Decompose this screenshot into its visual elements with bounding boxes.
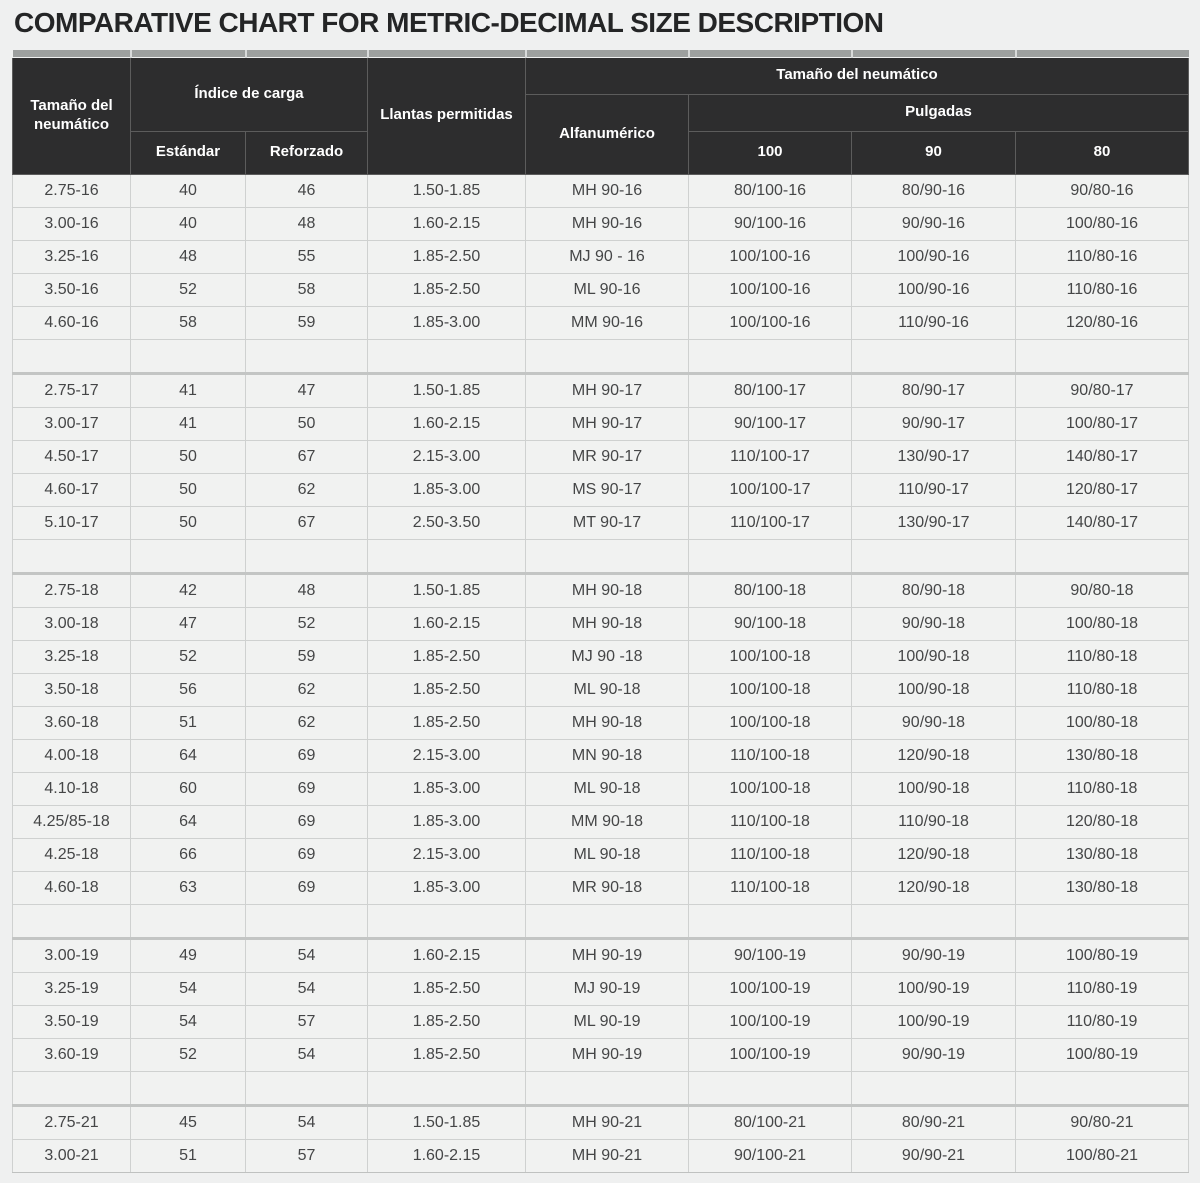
table-cell: 110/100-18 <box>689 871 852 904</box>
table-cell: 3.25-19 <box>13 972 131 1005</box>
table-cell: 90/100-17 <box>689 407 852 440</box>
table-cell: 41 <box>131 407 246 440</box>
table-cell: 2.15-3.00 <box>368 838 526 871</box>
table-cell: 1.50-1.85 <box>368 373 526 407</box>
table-cell: 140/80-17 <box>1016 440 1189 473</box>
top-strip-segment <box>13 50 131 58</box>
table-cell: 100/100-18 <box>689 673 852 706</box>
table-cell: 57 <box>246 1139 368 1172</box>
table-cell: 60 <box>131 772 246 805</box>
table-cell: 90/100-19 <box>689 938 852 972</box>
table-cell: MH 90-16 <box>526 207 689 240</box>
table-row <box>13 473 1189 506</box>
table-cell: 41 <box>131 373 246 407</box>
table-cell: 100/80-19 <box>1016 1038 1189 1071</box>
table-cell: 59 <box>246 640 368 673</box>
table-cell: 1.85-3.00 <box>368 805 526 838</box>
table-cell: MR 90-18 <box>526 871 689 904</box>
header-tire-size: Tamaño del neumático <box>13 57 131 174</box>
table-cell: 50 <box>131 506 246 539</box>
table-cell: 3.25-16 <box>13 240 131 273</box>
page-title: COMPARATIVE CHART FOR METRIC-DECIMAL SIZE DESCRIPTION <box>14 7 884 38</box>
table-cell: 56 <box>131 673 246 706</box>
table-cell: 120/80-17 <box>1016 473 1189 506</box>
table-cell: 1.50-1.85 <box>368 573 526 607</box>
table-cell: 51 <box>131 1139 246 1172</box>
table-cell: 110/80-16 <box>1016 240 1189 273</box>
table-cell: 3.50-16 <box>13 273 131 306</box>
table-cell: 110/100-17 <box>689 440 852 473</box>
table-cell: 54 <box>246 938 368 972</box>
table-cell: 50 <box>131 440 246 473</box>
table-cell: 45 <box>131 1105 246 1139</box>
table-cell: 1.85-2.50 <box>368 273 526 306</box>
table-cell: 120/90-18 <box>852 871 1016 904</box>
table-cell: 100/100-19 <box>689 1005 852 1038</box>
top-strip-segment <box>246 50 368 58</box>
spacer-cell <box>526 1071 689 1105</box>
table-cell: 3.00-18 <box>13 607 131 640</box>
table-cell: 100/100-18 <box>689 772 852 805</box>
table-cell: 3.50-19 <box>13 1005 131 1038</box>
table-cell: 46 <box>246 174 368 207</box>
table-row <box>13 772 1189 805</box>
table-cell: 54 <box>246 972 368 1005</box>
table-cell: 1.60-2.15 <box>368 207 526 240</box>
table-cell: 4.60-18 <box>13 871 131 904</box>
table-row <box>13 240 1189 273</box>
table-cell: 62 <box>246 706 368 739</box>
table-cell: 90/100-21 <box>689 1139 852 1172</box>
table-cell: 80/90-17 <box>852 373 1016 407</box>
comparison-table <box>12 50 1189 1173</box>
table-cell: 4.00-18 <box>13 739 131 772</box>
spacer-cell <box>13 904 131 938</box>
table-header <box>13 50 1189 175</box>
spacer-cell <box>852 339 1016 373</box>
table-cell: 90/90-17 <box>852 407 1016 440</box>
table-cell: 4.10-18 <box>13 772 131 805</box>
table-cell: 52 <box>246 607 368 640</box>
table-row <box>13 174 1189 207</box>
table-cell: 3.25-18 <box>13 640 131 673</box>
table-cell: MH 90-17 <box>526 373 689 407</box>
table-cell: 66 <box>131 838 246 871</box>
spacer-cell <box>368 539 526 573</box>
table-cell: 1.85-2.50 <box>368 972 526 1005</box>
table-cell: 100/100-18 <box>689 640 852 673</box>
top-strip <box>13 50 1189 58</box>
table-cell: 90/90-19 <box>852 1038 1016 1071</box>
table-cell: 110/100-18 <box>689 739 852 772</box>
table-cell: 40 <box>131 174 246 207</box>
table-row <box>13 573 1189 607</box>
spacer-cell <box>852 539 1016 573</box>
table-cell: MH 90-18 <box>526 706 689 739</box>
table-cell: MH 90-16 <box>526 174 689 207</box>
header-alphanumeric: Alfanumérico <box>526 94 689 174</box>
table-row <box>13 407 1189 440</box>
table-cell: ML 90-16 <box>526 273 689 306</box>
table-cell: MH 90-19 <box>526 1038 689 1071</box>
table-cell: 64 <box>131 805 246 838</box>
table-cell: 110/80-16 <box>1016 273 1189 306</box>
table-cell: 3.50-18 <box>13 673 131 706</box>
table-cell: MH 90-18 <box>526 607 689 640</box>
spacer-cell <box>1016 1071 1189 1105</box>
table-cell: 52 <box>131 1038 246 1071</box>
table-cell: 80/90-18 <box>852 573 1016 607</box>
spacer-cell <box>246 1071 368 1105</box>
table-cell: 2.75-16 <box>13 174 131 207</box>
table-cell: 1.85-2.50 <box>368 240 526 273</box>
table-cell: 3.00-19 <box>13 938 131 972</box>
table-cell: 90/100-18 <box>689 607 852 640</box>
table-cell: 51 <box>131 706 246 739</box>
table-cell: 110/80-19 <box>1016 972 1189 1005</box>
spacer-cell <box>13 1071 131 1105</box>
table-cell: MH 90-21 <box>526 1105 689 1139</box>
table-cell: 100/80-18 <box>1016 706 1189 739</box>
header-tire-size-group: Tamaño del neumático <box>526 57 1189 94</box>
table-cell: 110/100-17 <box>689 506 852 539</box>
table-cell: 4.25/85-18 <box>13 805 131 838</box>
table-cell: 5.10-17 <box>13 506 131 539</box>
table-cell: 90/90-18 <box>852 706 1016 739</box>
table-row <box>13 640 1189 673</box>
table-cell: 1.85-3.00 <box>368 772 526 805</box>
spacer-cell <box>368 1071 526 1105</box>
table-cell: 4.25-18 <box>13 838 131 871</box>
table-cell: 3.00-17 <box>13 407 131 440</box>
table-cell: MR 90-17 <box>526 440 689 473</box>
spacer-cell <box>131 1071 246 1105</box>
table-cell: 69 <box>246 871 368 904</box>
table-cell: 69 <box>246 838 368 871</box>
table-cell: 4.60-16 <box>13 306 131 339</box>
table-cell: 100/100-17 <box>689 473 852 506</box>
table-row <box>13 805 1189 838</box>
table-cell: 1.60-2.15 <box>368 938 526 972</box>
table-cell: MH 90-17 <box>526 407 689 440</box>
table-cell: 100/80-17 <box>1016 407 1189 440</box>
table-cell: 2.15-3.00 <box>368 440 526 473</box>
table-cell: 130/80-18 <box>1016 739 1189 772</box>
spacer-cell <box>526 904 689 938</box>
table-cell: 59 <box>246 306 368 339</box>
table-cell: 63 <box>131 871 246 904</box>
table-cell: 90/90-21 <box>852 1139 1016 1172</box>
table-cell: ML 90-19 <box>526 1005 689 1038</box>
table-cell: 100/80-21 <box>1016 1139 1189 1172</box>
table-cell: 48 <box>246 573 368 607</box>
table-cell: MJ 90 - 16 <box>526 240 689 273</box>
table-cell: 80/100-17 <box>689 373 852 407</box>
table-cell: 2.75-17 <box>13 373 131 407</box>
header-inches: Pulgadas <box>689 94 1189 131</box>
spacer-cell <box>1016 904 1189 938</box>
table-cell: 40 <box>131 207 246 240</box>
table-cell: 140/80-17 <box>1016 506 1189 539</box>
spacer-cell <box>13 339 131 373</box>
header-reinforced: Reforzado <box>246 131 368 174</box>
table-row <box>13 373 1189 407</box>
spacer-cell <box>1016 539 1189 573</box>
table-cell: ML 90-18 <box>526 673 689 706</box>
table-row <box>13 607 1189 640</box>
table-cell: 100/80-16 <box>1016 207 1189 240</box>
table-cell: MT 90-17 <box>526 506 689 539</box>
table-cell: 1.60-2.15 <box>368 407 526 440</box>
table-cell: 1.60-2.15 <box>368 607 526 640</box>
table-cell: 1.85-3.00 <box>368 871 526 904</box>
table-cell: 100/90-18 <box>852 640 1016 673</box>
table-cell: 110/100-18 <box>689 838 852 871</box>
table-cell: 2.75-21 <box>13 1105 131 1139</box>
table-row <box>13 938 1189 972</box>
spacer-cell <box>131 904 246 938</box>
header-row-1 <box>13 57 1189 94</box>
table-cell: MN 90-18 <box>526 739 689 772</box>
table-row <box>13 440 1189 473</box>
table-cell: MS 90-17 <box>526 473 689 506</box>
spacer-cell <box>1016 339 1189 373</box>
table-cell: 50 <box>131 473 246 506</box>
table-cell: 120/80-18 <box>1016 805 1189 838</box>
table-cell: 1.85-3.00 <box>368 306 526 339</box>
table-cell: 100/100-18 <box>689 706 852 739</box>
top-strip-segment <box>1016 50 1189 58</box>
table-cell: 110/100-18 <box>689 805 852 838</box>
header-standard: Estándar <box>131 131 246 174</box>
table-cell: 3.60-19 <box>13 1038 131 1071</box>
top-strip-segment <box>526 50 689 58</box>
table-cell: 52 <box>131 640 246 673</box>
spacer-cell <box>246 339 368 373</box>
spacer-row <box>13 339 1189 373</box>
table-cell: 4.60-17 <box>13 473 131 506</box>
header-permitted-rims: Llantas permitidas <box>368 57 526 174</box>
table-row <box>13 739 1189 772</box>
table-cell: 120/80-16 <box>1016 306 1189 339</box>
table-cell: 2.50-3.50 <box>368 506 526 539</box>
spacer-cell <box>246 904 368 938</box>
table-cell: 100/90-16 <box>852 273 1016 306</box>
table-cell: 80/90-21 <box>852 1105 1016 1139</box>
table-cell: 110/90-16 <box>852 306 1016 339</box>
table-cell: 67 <box>246 440 368 473</box>
table-cell: 100/100-16 <box>689 240 852 273</box>
spacer-row <box>13 1071 1189 1105</box>
table-row <box>13 306 1189 339</box>
table-cell: 1.50-1.85 <box>368 174 526 207</box>
table-cell: MH 90-21 <box>526 1139 689 1172</box>
spacer-cell <box>368 339 526 373</box>
spacer-cell <box>131 339 246 373</box>
table-cell: 1.85-2.50 <box>368 706 526 739</box>
table-cell: ML 90-18 <box>526 772 689 805</box>
table-cell: 54 <box>131 1005 246 1038</box>
table-cell: 100/90-19 <box>852 1005 1016 1038</box>
table-cell: 80/90-16 <box>852 174 1016 207</box>
table-cell: 52 <box>131 273 246 306</box>
spacer-cell <box>689 904 852 938</box>
table-cell: 48 <box>131 240 246 273</box>
table-cell: 90/80-18 <box>1016 573 1189 607</box>
table-cell: ML 90-18 <box>526 838 689 871</box>
table-cell: 4.50-17 <box>13 440 131 473</box>
table-cell: MH 90-19 <box>526 938 689 972</box>
spacer-cell <box>689 339 852 373</box>
table-row <box>13 1139 1189 1172</box>
header-aspect-90: 90 <box>852 131 1016 174</box>
table-cell: 90/90-19 <box>852 938 1016 972</box>
table-cell: 54 <box>246 1105 368 1139</box>
table-cell: 100/100-19 <box>689 1038 852 1071</box>
table-cell: 110/80-19 <box>1016 1005 1189 1038</box>
table-cell: 58 <box>246 273 368 306</box>
spacer-cell <box>13 539 131 573</box>
table-cell: 100/80-18 <box>1016 607 1189 640</box>
spacer-cell <box>368 904 526 938</box>
table-cell: 1.85-2.50 <box>368 673 526 706</box>
spacer-cell <box>526 539 689 573</box>
table-cell: 100/90-18 <box>852 673 1016 706</box>
table-cell: 2.75-18 <box>13 573 131 607</box>
table-cell: 62 <box>246 673 368 706</box>
table-cell: 100/100-16 <box>689 273 852 306</box>
table-cell: 1.85-2.50 <box>368 1038 526 1071</box>
table-cell: 64 <box>131 739 246 772</box>
table-cell: 130/90-17 <box>852 506 1016 539</box>
table-row <box>13 1105 1189 1139</box>
table-cell: 130/80-18 <box>1016 871 1189 904</box>
table-row <box>13 1038 1189 1071</box>
table-cell: 110/80-18 <box>1016 772 1189 805</box>
table-cell: 54 <box>246 1038 368 1071</box>
table-cell: 1.85-2.50 <box>368 1005 526 1038</box>
header-aspect-100: 100 <box>689 131 852 174</box>
table-cell: MJ 90 -18 <box>526 640 689 673</box>
spacer-cell <box>852 1071 1016 1105</box>
table-cell: 3.00-21 <box>13 1139 131 1172</box>
table-cell: 100/80-19 <box>1016 938 1189 972</box>
table-cell: 90/90-18 <box>852 607 1016 640</box>
header-load-index: Índice de carga <box>131 57 368 131</box>
table-row <box>13 673 1189 706</box>
table-cell: 69 <box>246 739 368 772</box>
table-cell: 90/80-21 <box>1016 1105 1189 1139</box>
top-strip-segment <box>368 50 526 58</box>
table-cell: 80/100-16 <box>689 174 852 207</box>
table-cell: 1.85-2.50 <box>368 640 526 673</box>
table-cell: 3.60-18 <box>13 706 131 739</box>
table-cell: 90/90-16 <box>852 207 1016 240</box>
table-cell: 90/80-16 <box>1016 174 1189 207</box>
spacer-cell <box>131 539 246 573</box>
top-strip-segment <box>689 50 852 58</box>
table-cell: 69 <box>246 772 368 805</box>
table-cell: 49 <box>131 938 246 972</box>
table-cell: 110/90-17 <box>852 473 1016 506</box>
spacer-cell <box>689 1071 852 1105</box>
top-strip-segment <box>852 50 1016 58</box>
table-cell: 50 <box>246 407 368 440</box>
table-cell: 69 <box>246 805 368 838</box>
table-cell: 110/80-18 <box>1016 673 1189 706</box>
table-row <box>13 706 1189 739</box>
table-cell: 47 <box>246 373 368 407</box>
table-cell: 55 <box>246 240 368 273</box>
spacer-cell <box>689 539 852 573</box>
table-row <box>13 871 1189 904</box>
table-row <box>13 273 1189 306</box>
table-cell: 100/100-19 <box>689 972 852 1005</box>
table-cell: 48 <box>246 207 368 240</box>
table-cell: 120/90-18 <box>852 739 1016 772</box>
table-cell: 1.50-1.85 <box>368 1105 526 1139</box>
table-cell: 90/80-17 <box>1016 373 1189 407</box>
table-cell: 110/90-18 <box>852 805 1016 838</box>
table-cell: 90/100-16 <box>689 207 852 240</box>
table-row <box>13 838 1189 871</box>
table-cell: 1.85-3.00 <box>368 473 526 506</box>
table-cell: MH 90-18 <box>526 573 689 607</box>
spacer-cell <box>246 539 368 573</box>
table-cell: 130/90-17 <box>852 440 1016 473</box>
table-cell: 54 <box>131 972 246 1005</box>
table-cell: 120/90-18 <box>852 838 1016 871</box>
table-cell: 67 <box>246 506 368 539</box>
table-row <box>13 506 1189 539</box>
table-cell: 80/100-21 <box>689 1105 852 1139</box>
table-cell: 100/100-16 <box>689 306 852 339</box>
table-cell: MM 90-18 <box>526 805 689 838</box>
header-aspect-80: 80 <box>1016 131 1189 174</box>
table-body <box>13 174 1189 1172</box>
table-cell: 1.60-2.15 <box>368 1139 526 1172</box>
top-strip-segment <box>131 50 246 58</box>
table-cell: 100/90-19 <box>852 972 1016 1005</box>
table-cell: 42 <box>131 573 246 607</box>
spacer-row <box>13 904 1189 938</box>
table-cell: 58 <box>131 306 246 339</box>
table-cell: 2.15-3.00 <box>368 739 526 772</box>
spacer-cell <box>526 339 689 373</box>
spacer-cell <box>852 904 1016 938</box>
table-cell: 80/100-18 <box>689 573 852 607</box>
table-cell: 100/90-18 <box>852 772 1016 805</box>
table-row <box>13 972 1189 1005</box>
table-row <box>13 207 1189 240</box>
spacer-row <box>13 539 1189 573</box>
table-cell: 100/90-16 <box>852 240 1016 273</box>
table-cell: 57 <box>246 1005 368 1038</box>
table-cell: 130/80-18 <box>1016 838 1189 871</box>
table-cell: MJ 90-19 <box>526 972 689 1005</box>
table-cell: 47 <box>131 607 246 640</box>
table-cell: 3.00-16 <box>13 207 131 240</box>
table-cell: MM 90-16 <box>526 306 689 339</box>
table-cell: 62 <box>246 473 368 506</box>
table-cell: 110/80-18 <box>1016 640 1189 673</box>
table-row <box>13 1005 1189 1038</box>
